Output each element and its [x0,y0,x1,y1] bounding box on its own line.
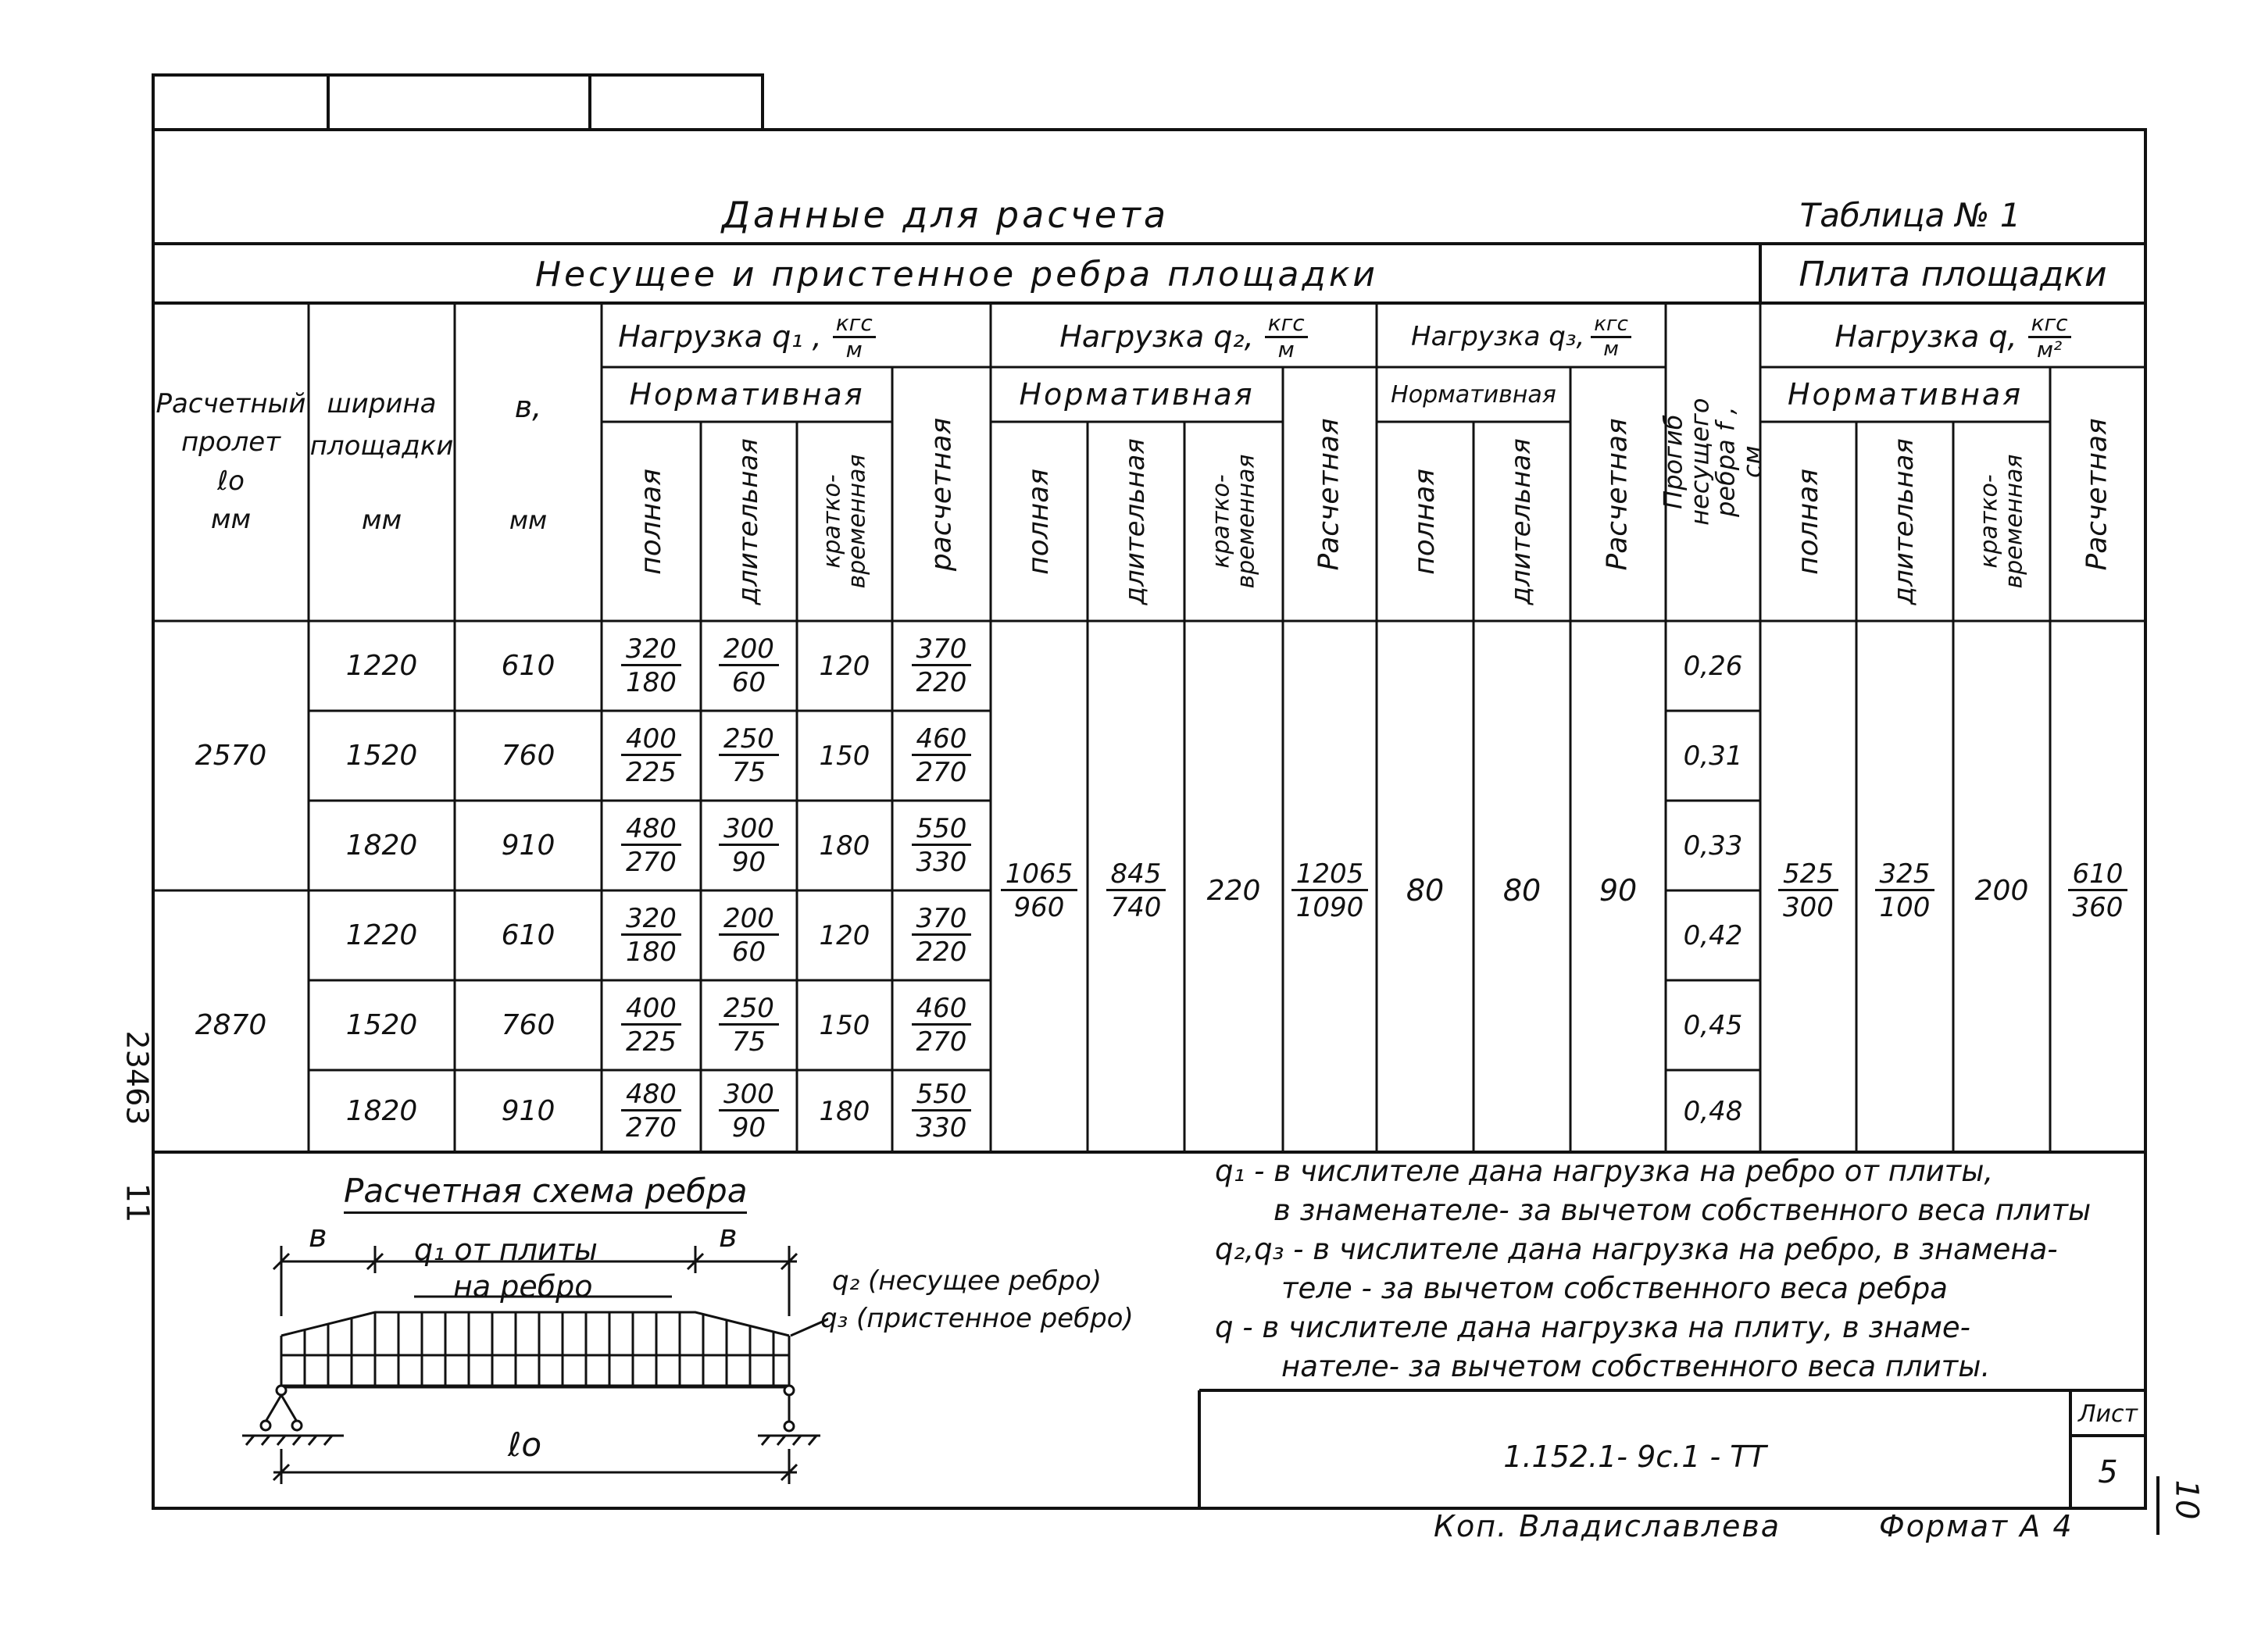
header-span-line4: мм [210,503,252,535]
header-load-q1-label: Нагрузка q₁ , [618,319,822,354]
header-load-q3 [1377,309,1666,365]
header-b-line1: в, [514,389,542,424]
cell-b: 910 [501,830,555,862]
page-title: Данные для расчета [721,194,1170,236]
cell-q-full: 525 300 [1760,844,1856,937]
cell-q-calc: 610 360 [2050,844,2145,937]
cell-width: 1220 [345,919,418,951]
cell-span-2870: 2870 [195,1009,267,1041]
cell-deflection: 0,33 [1683,830,1743,862]
header-width-line1: ширина [327,387,437,419]
cell-q1-calc: 550 330 [892,1070,991,1152]
header-q1-long: длительная [732,437,764,605]
header-q-full: полная [1792,468,1824,575]
header-q-calc: Расчетная [2081,417,2114,571]
cell-q1-short: 150 [819,1009,870,1041]
cell-q1-short: 120 [819,650,870,682]
margin-page-number: 10 [2168,1479,2204,1520]
footer-copied-by: Коп. Владиславлева [1434,1509,1781,1543]
note-q1-line1: q₁ - в числителе дана нагрузка на ребро от плиты, [1215,1154,1994,1188]
header-q1-normative: Нормативная [629,377,865,412]
cell-b: 760 [501,1009,555,1041]
cell-q1-full: 400 225 [602,980,701,1070]
header-q3-normative: Нормативная [1391,380,1556,409]
cell-width: 1220 [345,650,418,682]
cell-q1-calc: 460 270 [892,711,991,801]
cell-q-long: 325 100 [1856,844,1953,937]
scheme-q3-label: q₃ (пристенное ребро) [820,1303,1134,1334]
header-q2-normative: Нормативная [1019,377,1255,412]
header-q1-calc: расчетная [925,417,958,571]
cell-q1-calc: 370 220 [892,890,991,980]
cell-q1-full: 480 270 [602,801,701,890]
cell-q1-long: 200 60 [701,890,797,980]
header-q2-full: полная [1023,468,1056,575]
header-load-q [1760,309,2145,365]
cell-deflection: 0,45 [1683,1009,1743,1041]
header-load-q-unit: кгс м² [2028,312,2071,362]
header-span-line3: ℓо [217,465,245,497]
header-width-line2: площадки [309,430,454,462]
cell-q1-long: 250 75 [701,711,797,801]
cell-q2-calc: 1205 1090 [1283,844,1377,937]
note-q-line1: q - в числителе дана нагрузка на плиту, в знаме- [1215,1311,1971,1344]
header-q-normative: Нормативная [1787,377,2024,412]
cell-deflection: 0,31 [1683,740,1743,772]
cell-q1-full: 320 180 [602,621,701,711]
cell-span-2570: 2570 [195,740,267,772]
cell-q1-long: 250 75 [701,980,797,1070]
header-span-line2: пролет [180,426,281,458]
group-slab-header: Плита площадки [1799,254,2107,294]
cell-q2-full: 1065 960 [991,844,1088,937]
sheet-label: Лист [2077,1400,2138,1428]
group-ribs-header: Несущее и пристенное ребра площадки [534,254,1379,294]
cell-q1-full: 320 180 [602,890,701,980]
note-q1-line2: в знаменателе- за вычетом собственного веса плиты [1274,1194,2092,1227]
header-q3-long: длительная [1506,437,1538,605]
footer-format: Формат А 4 [1879,1509,2074,1543]
header-deflection: Прогиб несущего ребра f , см [1658,398,1767,526]
header-q3-calc: Расчетная [1602,417,1634,571]
table-number: Таблица № 1 [1799,195,2021,234]
header-load-q2-unit: кгс м [1265,312,1308,362]
header-q-short: кратко-временная [1975,454,2027,589]
scheme-q1-line2: на ребро [453,1269,593,1304]
header-q3-full: полная [1409,468,1441,575]
cell-q1-full: 400 225 [602,711,701,801]
header-span [153,303,309,621]
cell-q1-full: 480 270 [602,1070,701,1152]
cell-q3-long: 80 [1502,873,1541,908]
cell-width: 1520 [345,740,418,772]
note-q2q3-line1: q₂,q₃ - в числителе дана нагрузка на ребро, в знамена- [1215,1233,2058,1266]
header-b-line2: мм [509,505,548,536]
cell-q1-long: 300 90 [701,801,797,890]
cell-q3-calc: 90 [1599,873,1638,908]
cell-q1-short: 120 [819,919,870,951]
header-load-q1-unit: кгс м [833,312,876,362]
cell-b: 610 [501,650,555,682]
cell-q3-full: 80 [1406,873,1445,908]
margin-inventory-number: 23463 [120,1030,155,1126]
cell-b: 910 [501,1095,555,1127]
header-q-long: длительная [1888,437,1920,605]
cell-width: 1520 [345,1009,418,1041]
header-q2-short: кратко-временная [1207,454,1259,589]
cell-q1-short: 180 [819,1095,870,1127]
cell-q1-long: 200 60 [701,621,797,711]
header-q2-calc: Расчетная [1313,417,1346,571]
cell-q1-calc: 370 220 [892,621,991,711]
header-load-q2 [991,309,1377,365]
cell-q1-calc: 550 330 [892,801,991,890]
document-code: 1.152.1- 9с.1 - ТТ [1503,1440,1767,1474]
scheme-q2-label: q₂ (несущее ребро) [832,1265,1102,1297]
cell-q-short: 200 [1974,874,2029,907]
cell-deflection: 0,42 [1683,919,1743,951]
header-load-q3-label: Нагрузка q₃, [1411,321,1585,352]
cell-deflection: 0,26 [1683,650,1743,682]
cell-q1-long: 300 90 [701,1070,797,1152]
header-b [455,303,602,621]
note-q-line2: нателе- за вычетом собственного веса плиты. [1281,1350,1991,1383]
header-load-q2-label: Нагрузка q₂, [1059,319,1254,354]
cell-q1-short: 150 [819,740,870,772]
header-width [309,303,455,621]
scheme-q1-line1: q₁ от плиты [414,1233,598,1267]
scheme-title: Расчетная схема ребра [344,1172,747,1214]
sheet-number: 5 [2098,1454,2118,1490]
cell-q1-short: 180 [819,830,870,862]
cell-q2-long: 845 740 [1088,844,1184,937]
scheme-b-left: в [309,1218,327,1254]
cell-b: 760 [501,740,555,772]
cell-width: 1820 [345,1095,418,1127]
header-q1-full: полная [634,468,667,575]
cell-q2-short: 220 [1206,874,1261,907]
header-span-line1: Расчетный [155,387,306,419]
header-q1-short: кратко-временная [818,454,870,589]
header-load-q-label: Нагрузка q, [1834,319,2017,354]
cell-width: 1820 [345,830,418,862]
header-load-q1 [606,309,888,365]
scheme-b-right: в [719,1218,738,1254]
header-width-line3: мм [361,504,402,536]
cell-deflection: 0,48 [1683,1095,1743,1127]
header-q2-long: длительная [1120,437,1152,605]
scheme-l0-label: ℓо [508,1425,542,1464]
cell-q1-calc: 460 270 [892,980,991,1070]
note-q2q3-line2: теле - за вычетом собственного веса ребра [1281,1272,1948,1305]
header-load-q3-unit: кгс м [1591,313,1631,360]
cell-b: 610 [501,919,555,951]
margin-mark: 11 [119,1183,155,1223]
